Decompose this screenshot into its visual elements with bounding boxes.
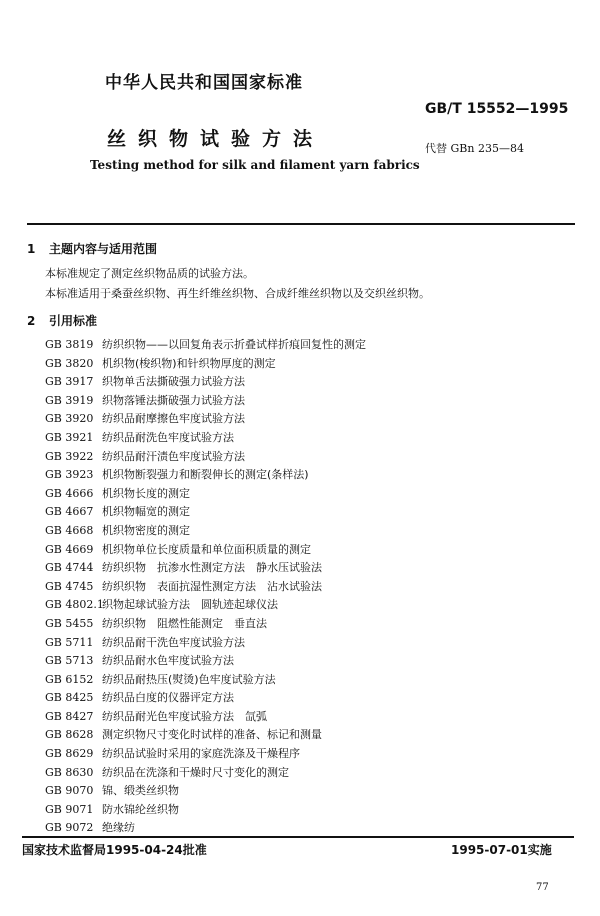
- referenced-standards-list: [45, 336, 366, 838]
- reference-title: 锦、缎类丝织物: [102, 784, 179, 798]
- reference-code: GB 8629: [45, 747, 94, 761]
- page-number: 77: [536, 882, 549, 893]
- reference-item: [45, 410, 366, 429]
- reference-item: [45, 652, 366, 671]
- reference-item: [45, 448, 366, 467]
- reference-title: 纺织织物——以回复角表示折叠试样折痕回复性的测定: [102, 338, 366, 351]
- approval-line: 国家技术监督局1995-04-24批准: [22, 843, 207, 857]
- reference-code: GB 5455: [45, 616, 94, 630]
- reference-item: [45, 541, 366, 560]
- reference-item: [45, 726, 366, 745]
- reference-item: [45, 745, 366, 764]
- reference-code: GB 3919: [45, 393, 94, 407]
- reference-title: 纺织品耐光色牢度试验方法 氙弧: [102, 709, 267, 723]
- reference-item: [45, 596, 366, 615]
- reference-item: [45, 503, 366, 522]
- reference-title: 机织物密度的测定: [102, 523, 190, 537]
- reference-title: 纺织品在洗涤和干燥时尺寸变化的测定: [102, 765, 289, 779]
- reference-item: [45, 634, 366, 653]
- reference-title: 纺织品试验时采用的家庭洗涤及干燥程序: [102, 747, 300, 761]
- reference-title: 纺织品耐水色牢度试验方法: [102, 654, 234, 668]
- reference-item: [45, 578, 366, 597]
- reference-code: GB 5711: [45, 635, 94, 649]
- reference-code: GB 8628: [45, 728, 94, 742]
- standard-number: GB/T 15552—1995: [425, 101, 569, 117]
- reference-code: GB 8427: [45, 709, 94, 723]
- reference-code: GB 4668: [45, 523, 94, 537]
- reference-title: 机织物(梭织物)和针织物厚度的测定: [102, 356, 276, 370]
- reference-item: [45, 782, 366, 801]
- section-1-heading: [27, 240, 157, 257]
- reference-item: [45, 689, 366, 708]
- reference-title: 纺织品耐干洗色牢度试验方法: [102, 635, 245, 649]
- section-2-number: 2: [27, 314, 36, 328]
- reference-item: [45, 671, 366, 690]
- reference-code: GB 5713: [45, 654, 94, 668]
- reference-item: [45, 373, 366, 392]
- reference-item: [45, 336, 366, 355]
- section-1-title: 主题内容与适用范围: [49, 242, 158, 256]
- section-2-title: 引用标准: [49, 314, 98, 328]
- section-1-paragraph-2: 本标准适用于桑蚕丝织物、再生纤维丝织物、合成纤维丝织物以及交织丝织物。: [45, 287, 430, 300]
- header-divider: [27, 223, 575, 225]
- reference-title: 绝缘纺: [102, 821, 135, 835]
- reference-item: [45, 392, 366, 411]
- reference-code: GB 4669: [45, 542, 94, 556]
- document-title-cn: 丝织物试验方法: [107, 128, 325, 150]
- reference-item: [45, 801, 366, 820]
- reference-title: 防水锦纶丝织物: [102, 802, 179, 816]
- reference-item: [45, 485, 366, 504]
- document-title-en: Testing method for silk and filament yarn fabrics: [90, 158, 420, 172]
- reference-title: 织物落锤法撕破强力试验方法: [102, 393, 245, 407]
- reference-title: 纺织品白度的仪器评定方法: [102, 691, 234, 705]
- reference-code: GB 3921: [45, 430, 94, 444]
- reference-title: 纺织品耐热压(熨烫)色牢度试验方法: [102, 672, 276, 686]
- reference-code: GB 4666: [45, 486, 94, 500]
- reference-item: [45, 615, 366, 634]
- reference-item: [45, 466, 366, 485]
- reference-item: [45, 708, 366, 727]
- reference-item: [45, 764, 366, 783]
- reference-code: GB 4744: [45, 561, 94, 575]
- implementation-date: 1995-07-01实施: [451, 843, 552, 857]
- reference-code: GB 3923: [45, 468, 94, 482]
- reference-title: 纺织品耐汗渍色牢度试验方法: [102, 449, 245, 463]
- reference-title: 机织物长度的测定: [102, 486, 190, 500]
- reference-title: 纺织织物 阻燃性能测定 垂直法: [102, 616, 267, 630]
- reference-item: [45, 429, 366, 448]
- reference-code: GB 3920: [45, 412, 94, 426]
- reference-code: GB 3819: [45, 338, 94, 351]
- reference-code: GB 9071: [45, 802, 94, 816]
- footer-divider: [22, 836, 574, 838]
- reference-code: GB 4745: [45, 579, 94, 593]
- reference-code: GB 9072: [45, 821, 94, 835]
- reference-title: 机织物断裂强力和断裂伸长的测定(条样法): [102, 468, 309, 482]
- reference-title: 测定织物尺寸变化时试样的准备、标记和测量: [102, 728, 322, 742]
- reference-item: [45, 355, 366, 374]
- reference-item: [45, 522, 366, 541]
- reference-title: 纺织织物 抗渗水性测定方法 静水压试验法: [102, 561, 322, 575]
- section-1-number: 1: [27, 242, 36, 256]
- reference-title: 纺织织物 表面抗湿性测定方法 沾水试验法: [102, 579, 322, 593]
- reference-code: GB 6152: [45, 672, 94, 686]
- reference-code: GB 9070: [45, 784, 94, 798]
- replaces-note: 代替 GBn 235—84: [425, 142, 524, 155]
- reference-item: [45, 559, 366, 578]
- reference-code: GB 4802.1: [45, 598, 104, 612]
- reference-code: GB 3917: [45, 375, 94, 389]
- section-2-heading: [27, 312, 97, 329]
- reference-code: GB 8425: [45, 691, 94, 705]
- section-1-paragraph-1: 本标准规定了测定丝织物品质的试验方法。: [45, 267, 254, 280]
- reference-code: GB 8630: [45, 765, 94, 779]
- reference-code: GB 3820: [45, 356, 94, 370]
- reference-title: 机织物单位长度质量和单位面积质量的测定: [102, 542, 311, 556]
- reference-title: 纺织品耐洗色牢度试验方法: [102, 430, 234, 444]
- reference-title: 织物起球试验方法 圆轨迹起球仪法: [102, 598, 278, 612]
- reference-title: 纺织品耐摩擦色牢度试验方法: [102, 412, 245, 426]
- reference-title: 机织物幅宽的测定: [102, 505, 190, 519]
- reference-title: 织物单舌法撕破强力试验方法: [102, 375, 245, 389]
- national-standard-heading: 中华人民共和国国家标准: [105, 73, 303, 93]
- reference-code: GB 4667: [45, 505, 94, 519]
- reference-code: GB 3922: [45, 449, 94, 463]
